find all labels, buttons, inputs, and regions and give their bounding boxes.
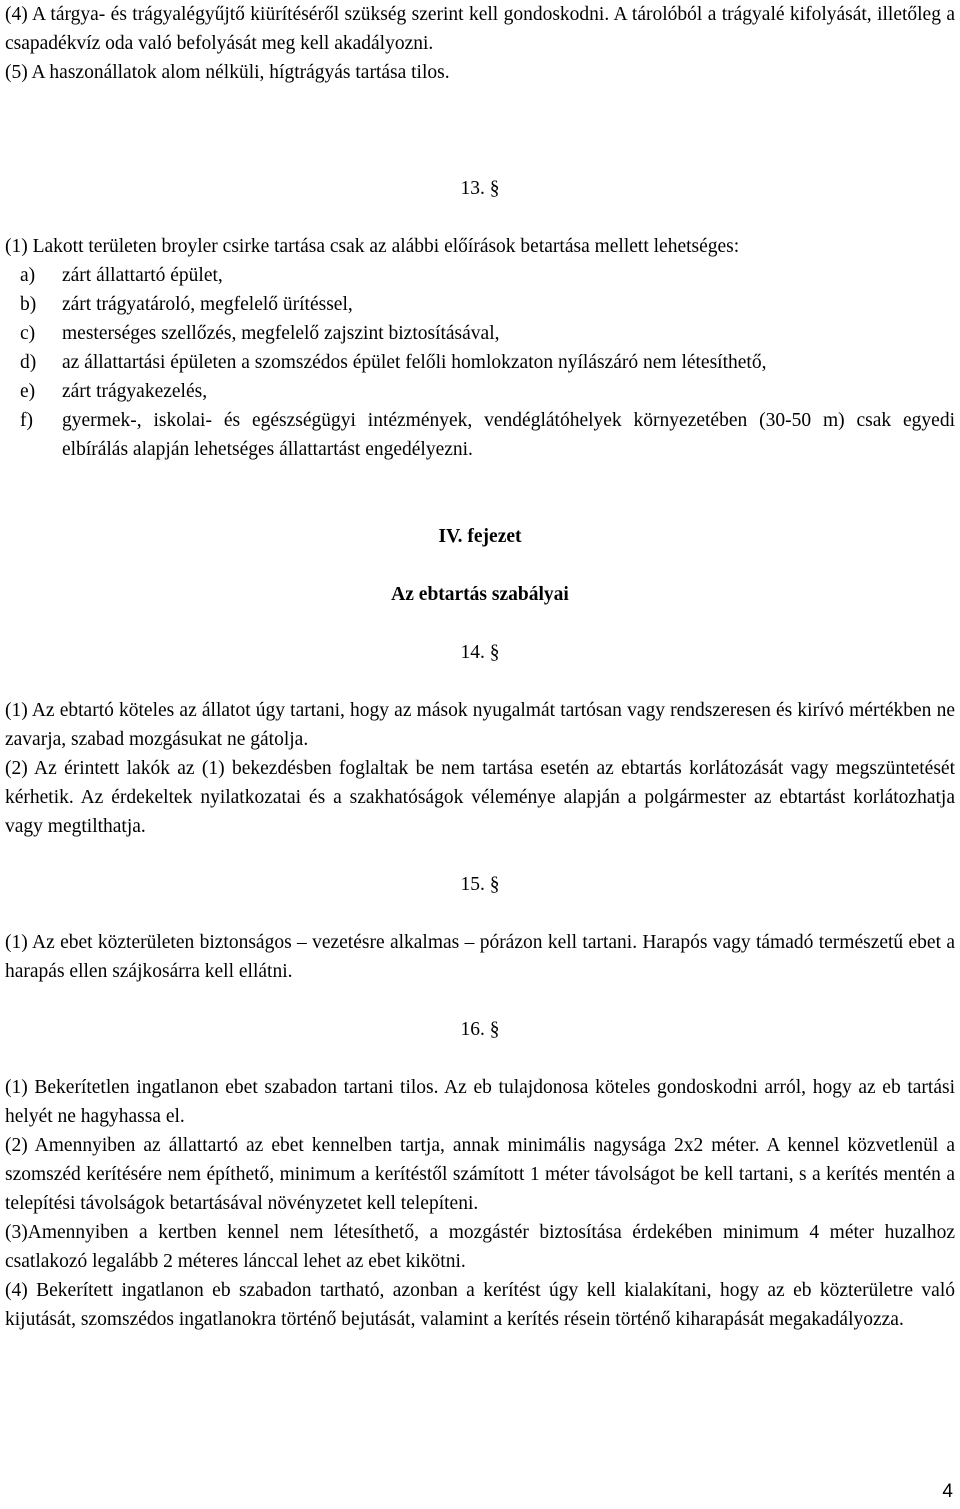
section-14-paragraph-1: (1) Az ebtartó köteles az állatot úgy tartani, hogy az mások nyugalmát tartósan vagy rendszeresen és kirívó mértékben ne zavarja, szabad mozgásukat ne gátolja. [5, 700, 955, 750]
section-15-heading: 15. § [460, 874, 500, 895]
document-page [5, 0, 955, 1334]
spacer [5, 667, 955, 696]
section-16-heading: 16. § [460, 1019, 500, 1040]
list-marker: a) [20, 265, 36, 286]
chapter-number: IV. fejezet [438, 526, 522, 547]
spacer [5, 203, 955, 232]
spacer [5, 87, 955, 174]
spacer [5, 986, 955, 1015]
list-item [5, 319, 955, 348]
paragraph-top-4: (4) A tárgya- és trágyalégyűjtő kiürítéséről szükség szerint kell gondoskodni. A tárolóból a trágyalé kifolyását, illetőleg a csapadékvíz oda való befolyását meg kell akadályozni. [5, 4, 955, 54]
spacer [5, 609, 955, 638]
section-16-paragraph-2: (2) Amennyiben az állattartó az ebet kennelben tartja, annak minimális nagysága 2x2 méter. A kennel közvetlenül a szomszéd kerítésére nem építhető, minimum a kerítéstől számított 1 méter távolságot be kell tartani, s a kerítés mentén a telepítési távolságok betartásával növényzetet kell telepíteni. [5, 1135, 955, 1214]
list-item-text: zárt trágyatároló, megfelelő ürítéssel, [62, 294, 353, 315]
list-item-text: zárt állattartó épület, [62, 265, 223, 286]
section-14-paragraph-2: (2) Az érintett lakók az (1) bekezdésben foglaltak be nem tartása esetén az ebtartás korlátozását vagy megszüntetését kérhetik. Az érdekeltek nyilatkozatai és a szakhatóságok véleménye alapján a polgármester az ebtartást korlátozhatja vagy megtilthatja. [5, 758, 955, 837]
chapter-title: Az ebtartás szabályai [391, 584, 569, 605]
spacer [5, 1044, 955, 1073]
list-item [5, 377, 955, 406]
list-item [5, 261, 955, 290]
section-13-list [5, 261, 955, 464]
list-marker: c) [20, 323, 36, 344]
section-15-paragraph-1: (1) Az ebet közterületen biztonságos – vezetésre alkalmas – pórázon kell tartani. Harapós vagy támadó természetű ebet a harapás ellen szájkosárra kell ellátni. [5, 932, 955, 982]
list-item [5, 348, 955, 377]
spacer [5, 899, 955, 928]
spacer [5, 841, 955, 870]
page-number: 4 [942, 1481, 953, 1502]
list-marker: e) [20, 381, 36, 402]
list-marker: d) [20, 352, 37, 373]
list-item [5, 406, 955, 464]
list-item-text: zárt trágyakezelés, [62, 381, 208, 402]
paragraph-top-5: (5) A haszonállatok alom nélküli, hígtrágyás tartása tilos. [5, 62, 450, 83]
list-item-text: mesterséges szellőzés, megfelelő zajszint biztosításával, [62, 323, 500, 344]
spacer [5, 464, 955, 522]
list-marker: f) [20, 410, 33, 431]
section-13-heading: 13. § [460, 178, 500, 199]
spacer [5, 551, 955, 580]
section-16-paragraph-4: (4) Bekerített ingatlanon eb szabadon tartható, azonban a kerítést úgy kell kialakítani, hogy az eb közterületre való kijutását, szomszédos ingatlanokra történő bejutását, valamint a kerítés résein történő kiharapását megakadályozza. [5, 1280, 955, 1330]
section-13-intro: (1) Lakott területen broyler csirke tartása csak az alábbi előírások betartása mellett lehetséges: [5, 236, 740, 257]
section-16-paragraph-3: (3)Amennyiben a kertben kennel nem létesíthető, a mozgástér biztosítása érdekében minimum 4 méter huzalhoz csatlakozó legalább 2 méteres lánccal lehet az ebet kikötni. [5, 1222, 955, 1272]
list-item-text: gyermek-, iskolai- és egészségügyi intézmények, vendéglátóhelyek környezetében (30-50 m) csak egyedi elbírálás alapján lehetséges állattartást engedélyezni. [62, 410, 955, 460]
list-item [5, 290, 955, 319]
list-item-text: az állattartási épületen a szomszédos épület felőli homlokzaton nyílászáró nem létesíthető, [62, 352, 767, 373]
list-marker: b) [20, 294, 37, 315]
section-16-paragraph-1: (1) Bekerítetlen ingatlanon ebet szabadon tartani tilos. Az eb tulajdonosa köteles gondoskodni arról, hogy az eb tartási helyét ne hagyhassa el. [5, 1077, 955, 1127]
section-14-heading: 14. § [460, 642, 500, 663]
